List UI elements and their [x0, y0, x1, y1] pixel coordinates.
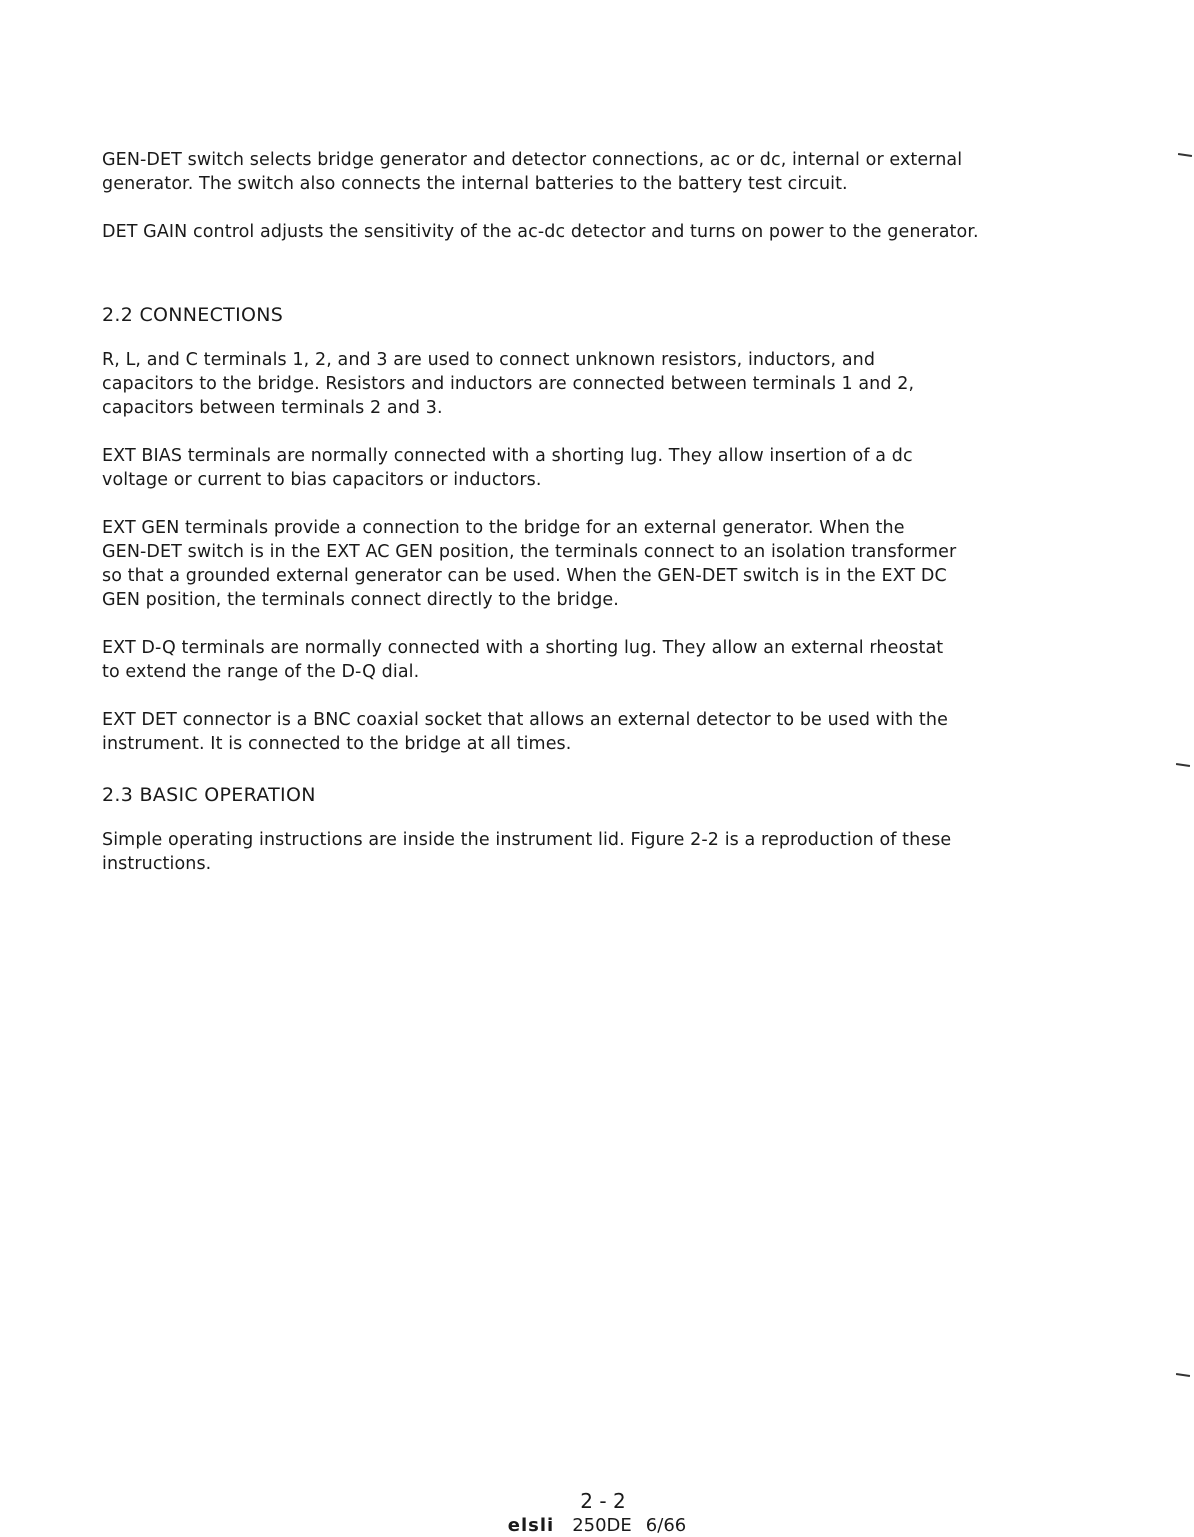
paragraph-ext-gen	[102, 516, 1122, 612]
page-content	[102, 148, 1122, 900]
text-line: EXT DET connector is a BNC coaxial socket that allows an external detector to be used with the	[102, 710, 948, 730]
section-heading-basic-operation: 2.3 BASIC OPERATION	[102, 784, 316, 806]
paragraph-ext-dq	[102, 636, 1122, 684]
text-line: Simple operating instructions are inside the instrument lid. Figure 2-2 is a reproduction of these	[102, 830, 952, 850]
text-line: EXT D-Q terminals are normally connected with a shorting lug. They allow an external rheostat	[102, 638, 944, 658]
text-line: capacitors between terminals 2 and 3.	[102, 398, 443, 418]
text-line: EXT BIAS terminals are normally connected with a shorting lug. They allow insertion of a dc	[102, 446, 913, 466]
text-line: generator. The switch also connects the internal batteries to the battery test circuit.	[102, 174, 848, 194]
text-line: capacitors to the bridge. Resistors and inductors are connected between terminals 1 and 2,	[102, 374, 915, 394]
paragraph-det-gain	[102, 220, 1122, 244]
text-line: voltage or current to bias capacitors or inductors.	[102, 470, 542, 490]
text-line: so that a grounded external generator can be used. When the GEN-DET switch is in the EXT DC	[102, 566, 947, 586]
text-line: DET GAIN control adjusts the sensitivity of the ac-dc detector and turns on power to the generator.	[102, 222, 979, 242]
section-heading-connections: 2.2 CONNECTIONS	[102, 304, 284, 326]
text-line: instrument. It is connected to the bridge at all times.	[102, 734, 572, 754]
text-line: R, L, and C terminals 1, 2, and 3 are used to connect unknown resistors, inductors, and	[102, 350, 876, 370]
text-line: EXT GEN terminals provide a connection to the bridge for an external generator. When the	[102, 518, 905, 538]
text-line: GEN-DET switch is in the EXT AC GEN position, the terminals connect to an isolation transformer	[102, 542, 957, 562]
paragraph-rlc-terminals	[102, 348, 1122, 420]
page-number: 2 - 2	[580, 1489, 626, 1513]
paragraph-ext-det	[102, 708, 1122, 756]
text-line: GEN position, the terminals connect directly to the bridge.	[102, 590, 619, 610]
margin-tick-mark	[1178, 153, 1192, 157]
company-logo-text: elsli	[507, 1515, 555, 1536]
text-line: instructions.	[102, 854, 212, 874]
model-number: 250DE	[572, 1515, 632, 1536]
revision-date: 6/66	[645, 1515, 687, 1536]
margin-tick-mark	[1176, 1373, 1190, 1377]
text-line: GEN-DET switch selects bridge generator and detector connections, ac or dc, internal or external	[102, 150, 963, 170]
text-line: to extend the range of the D-Q dial.	[102, 662, 420, 682]
paragraph-gen-det	[102, 148, 1122, 196]
margin-tick-mark	[1176, 763, 1190, 767]
paragraph-ext-bias	[102, 444, 1122, 492]
paragraph-basic-operation	[102, 828, 1122, 876]
